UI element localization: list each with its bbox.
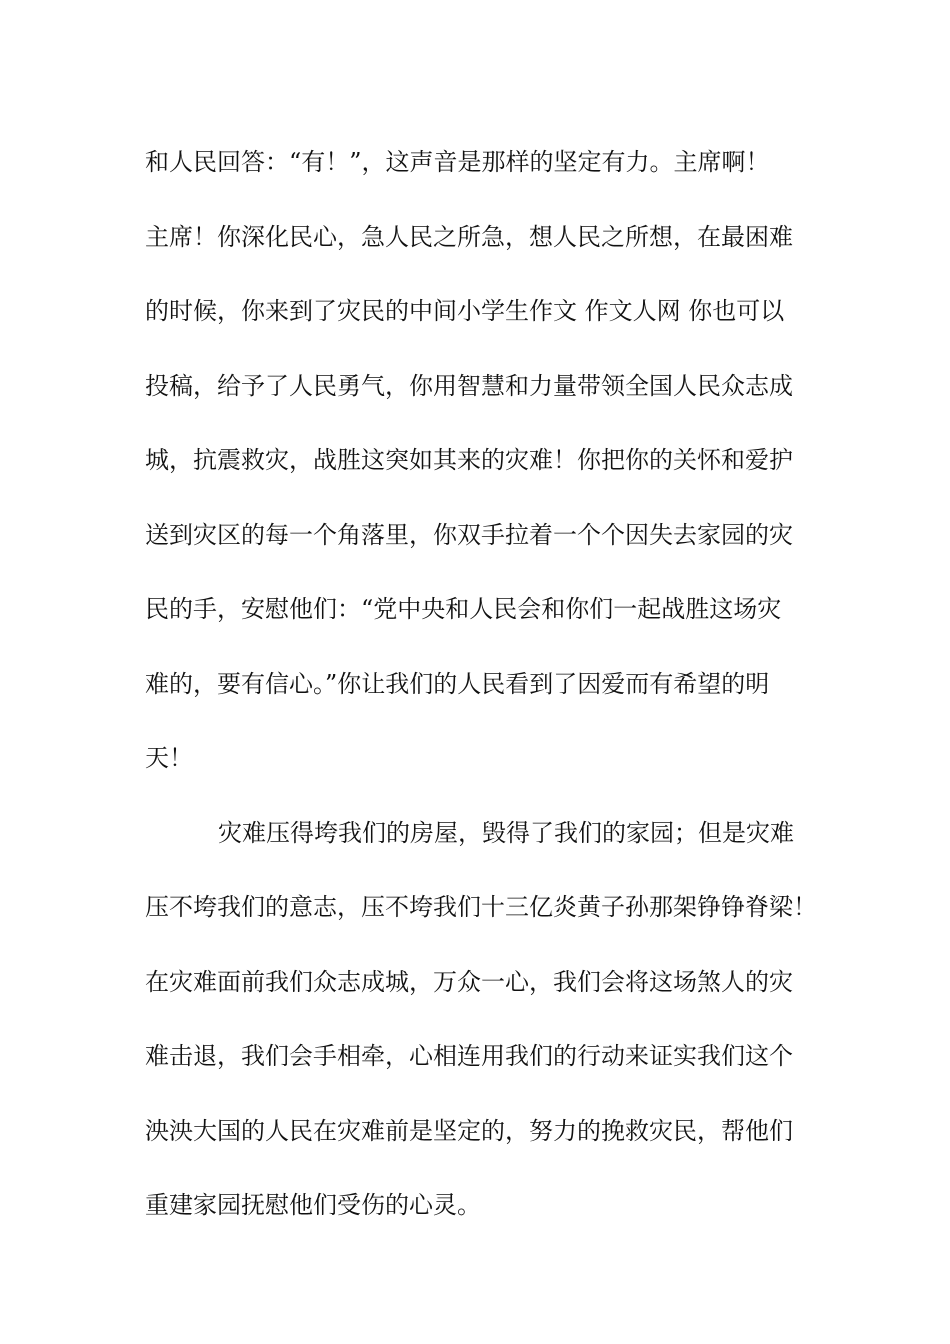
- text-line-11: 压不垮我们的意志，压不垮我们十三亿炎黄子孙那架铮铮脊梁！: [145, 893, 817, 921]
- text-line-15: 重建家园抚慰他们受伤的心灵。: [145, 1191, 481, 1219]
- text-line-5: 城，抗震救灾，战胜这突如其来的灾难！你把你的关怀和爱护: [145, 446, 793, 474]
- text-line-4: 投稿，给予了人民勇气，你用智慧和力量带领全国人民众志成: [145, 371, 793, 400]
- text-line-3: 的时候，你来到了灾民的中间小学生作文 作文人网 你也可以: [145, 297, 785, 325]
- text-line-13: 难击退，我们会手相牵，心相连用我们的行动来证实我们这个: [145, 1042, 793, 1070]
- body-text: [145, 125, 825, 1243]
- text-line-7: 民的手，安慰他们：“党中央和人民会和你们一起战胜这场灾: [145, 595, 782, 623]
- text-line-12: 在灾难面前我们众志成城，万众一心，我们会将这场煞人的灾: [145, 967, 793, 996]
- text-line-6: 送到灾区的每一个角落里，你双手拉着一个个因失去家园的灾: [145, 520, 793, 549]
- text-line-14: 泱泱大国的人民在灾难前是坚定的，努力的挽救灾民，帮他们: [145, 1116, 793, 1145]
- paragraph-start-line: 灾难压得垮我们的房屋，毁得了我们的家园；但是灾难: [218, 818, 794, 847]
- text-line-9: 天！: [145, 744, 193, 772]
- text-line-1: 和人民回答：“有！”，这声音是那样的坚定有力。主席啊！: [145, 148, 770, 176]
- text-line-8: 难的，要有信心。”你让我们的人民看到了因爱而有希望的明: [145, 669, 770, 698]
- text-line-2: 主席！你深化民心，急人民之所急，想人民之所想，在最困难: [145, 222, 793, 251]
